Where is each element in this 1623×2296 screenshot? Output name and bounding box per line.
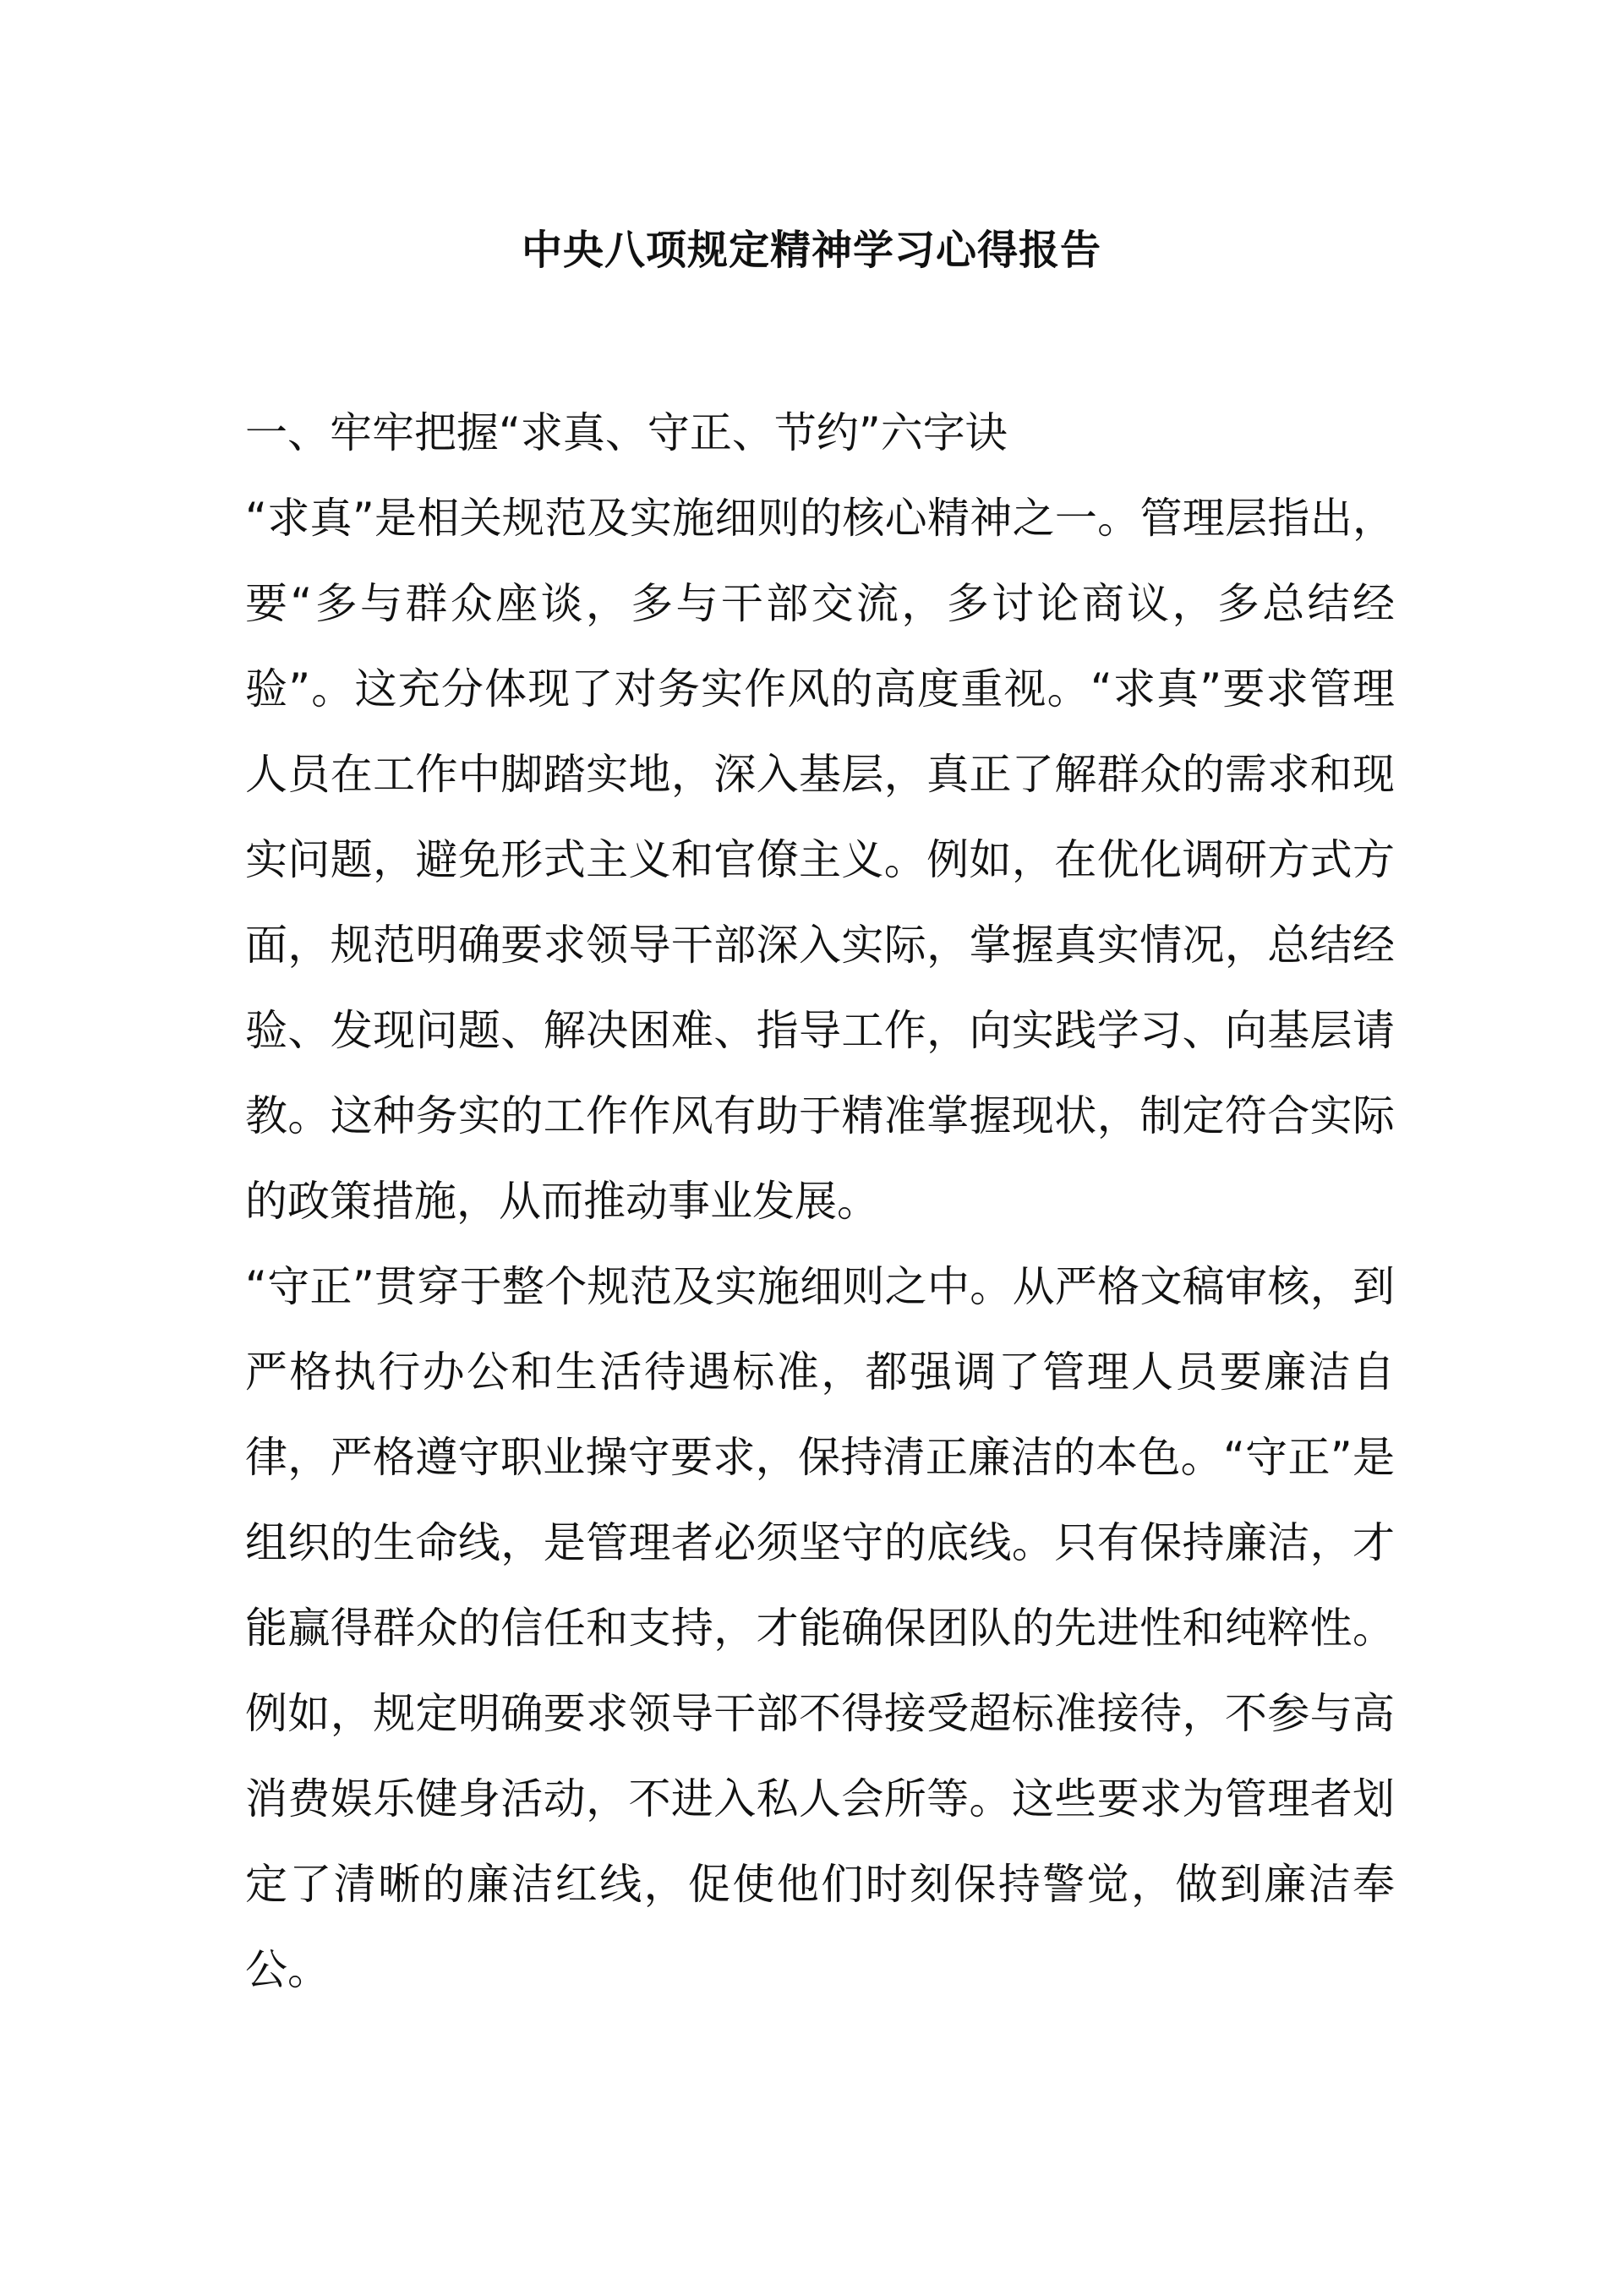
document-title: 中央八项规定精神学习心得报告 (521, 227, 1101, 274)
paragraph-shouzheng: “守正”贯穿于整个规范及实施细则之中。从严格文稿审核，到严格执行办公和生活待遇标准，都强调了管理人员要廉洁自律，严格遵守职业操守要求，保持清正廉洁的本色。“守正”是组织的生命线，是管理者必须坚守的底线。只有保持廉洁，才能赢得群众的信任和支持，才能确保团队的先进性和纯粹性。例如，规定明确要求领导干部不得接受超标准接待，不参与高消费娱乐健身活动，不进入私人会所等。这些要求为管理者划定了清晰的廉洁红线，促使他们时刻保持警觉，做到廉洁奉公。 (245, 1262, 1395, 1994)
document-body (245, 391, 1395, 2013)
paragraph-qiuzhen: “求真”是相关规范及实施细则的核心精神之一。管理层指出，要“多与群众座谈，多与干部交流，多讨论商议，多总结经验”。这充分体现了对务实作风的高度重视。“求真”要求管理人员在工作中脚踏实地，深入基层，真正了解群众的需求和现实问题，避免形式主义和官僚主义。例如，在优化调研方式方面，规范明确要求领导干部深入实际，掌握真实情况，总结经验、发现问题、解决困难、指导工作，向实践学习、向基层请教。这种务实的工作作风有助于精准掌握现状，制定符合实际的政策措施，从而推动事业发展。 (245, 494, 1395, 1226)
section-heading: 一、牢牢把握“求真、守正、节约”六字诀 (245, 408, 1008, 457)
